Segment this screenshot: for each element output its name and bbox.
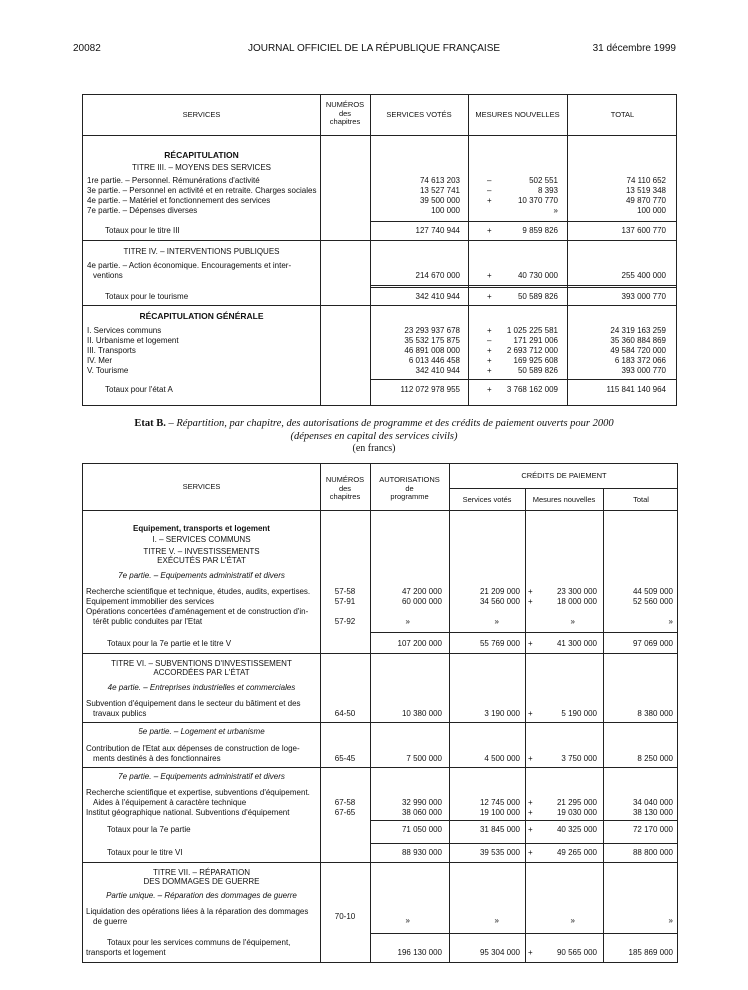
row-label-cont: térêt public conduites par l'Etat	[93, 617, 203, 626]
partie-unique: Partie unique. – Réparation des dommages de guerre	[106, 891, 297, 900]
row-label-cont: ventions	[93, 271, 123, 280]
cell-votes: 6 013 446 458	[408, 356, 460, 365]
cell-sign: +	[528, 709, 533, 718]
recap-gen-title: RÉCAPITULATION GÉNÉRALE	[139, 311, 264, 321]
cell-chapitre: 57-92	[334, 617, 356, 626]
total-label: Totaux pour le tourisme	[105, 292, 189, 301]
cell-sign: +	[528, 754, 533, 763]
cell-sign: –	[487, 186, 492, 195]
cell-sign: +	[528, 798, 533, 807]
col-numeros: NUMÉROS des chapitres	[325, 475, 365, 501]
cell-sign: –	[487, 336, 492, 345]
cell-sign: –	[487, 176, 492, 185]
cell-votes: »	[494, 916, 499, 925]
cell-votes: 19 100 000	[479, 808, 520, 817]
cell-sign: +	[487, 366, 492, 375]
cell-sign: +	[487, 326, 492, 335]
cell-total: 49 870 770	[625, 196, 666, 205]
cell-sign: +	[487, 385, 492, 394]
cell-autorisations: 7 500 000	[406, 754, 442, 763]
cell-sign: +	[487, 356, 492, 365]
cell-mesures: »	[553, 206, 558, 215]
cell-total: 35 360 884 869	[610, 336, 666, 345]
total-label: Totaux pour les services communs de l'équipement,	[107, 938, 291, 947]
cell-total: 72 170 000	[632, 825, 673, 834]
cell-autorisations: 10 380 000	[401, 709, 442, 718]
cell-votes: 13 527 741	[419, 186, 460, 195]
cell-mesures: 1 025 225 581	[506, 326, 558, 335]
cell-mesures: 3 768 162 009	[506, 385, 558, 394]
cell-sign: +	[487, 196, 492, 205]
cell-votes: 35 532 175 875	[404, 336, 460, 345]
cell-total: 185 869 000	[628, 948, 673, 957]
cell-sign: +	[528, 597, 533, 606]
cell-votes: 127 740 944	[415, 226, 460, 235]
cell-mesures: 21 295 000	[556, 798, 597, 807]
col-services: SERVICES	[182, 482, 221, 491]
cell-mesures: 2 693 712 000	[506, 346, 558, 355]
titre-7-cont: DES DOMMAGES DE GUERRE	[143, 877, 260, 886]
cell-autorisations: 32 990 000	[401, 798, 442, 807]
row-label: Subvention d'équipement dans le secteur du bâtiment et des	[86, 699, 301, 708]
cell-total: 74 110 652	[626, 176, 666, 185]
titre-5: TITRE V. – INVESTISSEMENTS	[143, 547, 260, 556]
cell-total: »	[668, 617, 673, 626]
cell-mesures: 90 565 000	[556, 948, 597, 957]
row-label: 4e partie. – Matériel et fonctionnement des services	[87, 196, 271, 205]
cell-mesures: 23 300 000	[556, 587, 597, 596]
partie-7: 7e partie. – Equipements administratif et divers	[118, 571, 285, 580]
cell-votes: 112 072 978 955	[400, 385, 460, 394]
cell-autorisations: 196 130 000	[397, 948, 442, 957]
cell-votes: 31 845 000	[479, 825, 520, 834]
cell-autorisations: 60 000 000	[401, 597, 442, 606]
cell-total: 52 560 000	[632, 597, 673, 606]
col-services-votes: SERVICES VOTÉS	[386, 110, 452, 119]
cell-total: 38 130 000	[632, 808, 673, 817]
cell-autorisations: »	[405, 916, 410, 925]
row-label: Contribution de l'Etat aux dépenses de construction de loge-	[86, 744, 300, 753]
journal-title: JOURNAL OFFICIEL DE LA RÉPUBLIQUE FRANÇAISE	[247, 43, 501, 54]
cell-mesures: 49 265 000	[556, 848, 597, 857]
etat-b-subcaption: (dépenses en capital des services civils)	[290, 431, 458, 442]
cell-total: 13 519 348	[625, 186, 666, 195]
row-label: Opérations concertées d'aménagement et de construction d'in-	[86, 607, 309, 616]
cell-sign: +	[528, 825, 533, 834]
cell-autorisations: 47 200 000	[401, 587, 442, 596]
row-label: 7e partie. – Dépenses diverses	[87, 206, 198, 215]
cell-mesures: 50 589 826	[517, 366, 558, 375]
cell-votes: 3 190 000	[484, 709, 520, 718]
cell-total: 137 600 770	[621, 226, 666, 235]
cell-sign: +	[487, 292, 492, 301]
cell-autorisations: 71 050 000	[401, 825, 442, 834]
section-subtitle: I. – SERVICES COMMUNS	[152, 535, 251, 544]
cell-chapitre: 57-91	[334, 597, 356, 606]
cell-total: 88 800 000	[632, 848, 673, 857]
cell-mesures: 5 190 000	[561, 709, 597, 718]
cell-sign: +	[528, 587, 533, 596]
cell-mesures: 19 030 000	[556, 808, 597, 817]
partie-4: 4e partie. – Entreprises industrielles et commerciales	[107, 683, 296, 692]
row-label: III. Transports	[87, 346, 136, 355]
cell-sign: +	[487, 346, 492, 355]
row-label: Liquidation des opérations liées à la réparation des dommages	[86, 907, 309, 916]
row-label: II. Urbanisme et logement	[87, 336, 179, 345]
cell-mesures: 8 393	[537, 186, 558, 195]
cell-votes: 100 000	[431, 206, 460, 215]
cell-total: 24 319 163 259	[610, 326, 666, 335]
cell-mesures: 502 551	[529, 176, 558, 185]
titre-7: TITRE VII. – RÉPARATION	[152, 868, 251, 877]
cell-votes: 342 410 944	[415, 292, 460, 301]
cell-chapitre: 67-65	[334, 808, 356, 817]
cell-total: 115 841 140 964	[606, 385, 666, 394]
cell-chapitre: 70-10	[334, 912, 356, 921]
titre-6-cont: ACCORDÉES PAR L'ÉTAT	[153, 668, 250, 677]
row-label: 1re partie. – Personnel. Rémunérations d'activité	[87, 176, 260, 185]
cell-votes: 39 535 000	[479, 848, 520, 857]
cell-sign: +	[528, 639, 533, 648]
cell-votes: 342 410 944	[415, 366, 460, 375]
page-number: 20082	[73, 43, 101, 54]
cell-votes: 214 670 000	[415, 271, 460, 280]
row-label-cont: ments destinés à des fonctionnaires	[93, 754, 221, 763]
section-title: Equipement, transports et logement	[133, 524, 270, 533]
titre-3: TITRE III. – MOYENS DES SERVICES	[132, 163, 271, 172]
cell-votes: 46 891 008 000	[404, 346, 460, 355]
cell-total: »	[668, 916, 673, 925]
col-credits: CRÉDITS DE PAIEMENT	[521, 471, 607, 480]
col-sub-mesures: Mesures nouvelles	[532, 495, 596, 504]
total-label: Totaux pour le titre III	[105, 226, 180, 235]
col-total: TOTAL	[610, 110, 635, 119]
cell-total: 97 069 000	[632, 639, 673, 648]
cell-total: 34 040 000	[632, 798, 673, 807]
titre-4: TITRE IV. – INTERVENTIONS PUBLIQUES	[123, 247, 280, 256]
cell-chapitre: 57-58	[334, 587, 356, 596]
col-numeros: NUMÉROS des chapitres	[325, 100, 365, 126]
col-sub-total: Total	[633, 495, 649, 504]
cell-mesures: 171 291 006	[513, 336, 558, 345]
cell-sign: +	[487, 271, 492, 280]
cell-votes: 39 500 000	[419, 196, 460, 205]
cell-mesures: 40 325 000	[556, 825, 597, 834]
cell-total: 8 250 000	[637, 754, 673, 763]
cell-total: 255 400 000	[621, 271, 666, 280]
col-mesures-nouvelles: MESURES NOUVELLES	[475, 110, 560, 119]
cell-autorisations: »	[405, 617, 410, 626]
partie-5: 5e partie. – Logement et urbanisme	[138, 727, 265, 736]
cell-sign: +	[528, 808, 533, 817]
cell-total: 393 000 770	[621, 366, 666, 375]
recap-title: RÉCAPITULATION	[164, 150, 239, 160]
cell-mesures: 40 730 000	[517, 271, 558, 280]
cell-sign: +	[528, 948, 533, 957]
cell-total: 49 584 720 000	[610, 346, 666, 355]
total-label: Totaux pour l'état A	[105, 385, 173, 394]
cell-votes: 12 745 000	[479, 798, 520, 807]
cell-sign: +	[528, 848, 533, 857]
cell-autorisations: 38 060 000	[401, 808, 442, 817]
titre-5-cont: EXÉCUTÉS PAR L'ÉTAT	[157, 556, 246, 565]
col-autorisations: AUTORISATIONS de programme	[379, 475, 440, 501]
cell-votes: 23 293 937 678	[404, 326, 460, 335]
partie-7b: 7e partie. – Equipements administratif et divers	[118, 772, 285, 781]
cell-total: 393 000 770	[621, 292, 666, 301]
table-etat-b	[82, 463, 678, 963]
row-label: V. Tourisme	[87, 366, 129, 375]
row-label: Recherche scientifique et expertise, subventions d'équipement.	[86, 788, 310, 797]
etat-b-caption: Etat B. – Répartition, par chapitre, des autorisations de programme et des crédits de paiement ouverts pour 2000	[134, 418, 614, 429]
cell-sign: +	[487, 226, 492, 235]
cell-mesures: »	[570, 916, 575, 925]
total-label: Totaux pour le titre VI	[107, 848, 183, 857]
cell-votes: 74 613 203	[419, 176, 460, 185]
cell-autorisations: 88 930 000	[401, 848, 442, 857]
cell-chapitre: 64-50	[334, 709, 356, 718]
cell-total: 44 509 000	[632, 587, 673, 596]
cell-mesures: 50 589 826	[517, 292, 558, 301]
row-label: Recherche scientifique et technique, études, audits, expertises.	[86, 587, 311, 596]
page-date: 31 décembre 1999	[592, 43, 676, 54]
total-label: Totaux pour la 7e partie	[107, 825, 191, 834]
row-label: I. Services communs	[87, 326, 162, 335]
table-etat-a	[82, 94, 677, 406]
cell-votes: 34 560 000	[479, 597, 520, 606]
cell-chapitre: 65-45	[334, 754, 356, 763]
row-label: 3e partie. – Personnel en activité et en retraite. Charges sociales	[87, 186, 317, 195]
row-label: Equipement immobilier des services	[86, 597, 215, 606]
cell-mesures: »	[570, 617, 575, 626]
cell-mesures: 9 859 826	[522, 226, 558, 235]
cell-votes: »	[494, 617, 499, 626]
row-label-cont: travaux publics	[93, 709, 147, 718]
cell-votes: 4 500 000	[484, 754, 520, 763]
cell-total: 100 000	[637, 206, 666, 215]
cell-autorisations: 107 200 000	[397, 639, 442, 648]
row-label-cont: Aides à l'équipement à caractère technique	[93, 798, 247, 807]
row-label: Institut géographique national. Subventions d'équipement	[86, 808, 290, 817]
cell-votes: 21 209 000	[479, 587, 520, 596]
total-label: Totaux pour la 7e partie et le titre V	[107, 639, 232, 648]
cell-mesures: 3 750 000	[561, 754, 597, 763]
total-label-cont: transports et logement	[86, 948, 166, 957]
cell-votes: 95 304 000	[479, 948, 520, 957]
col-services: SERVICES	[182, 110, 221, 119]
cell-mesures: 41 300 000	[556, 639, 597, 648]
cell-mesures: 10 370 770	[517, 196, 558, 205]
cell-mesures: 18 000 000	[556, 597, 597, 606]
row-label-cont: de guerre	[93, 917, 128, 926]
cell-votes: 55 769 000	[479, 639, 520, 648]
titre-6: TITRE VI. – SUBVENTIONS D'INVESTISSEMENT	[111, 659, 292, 668]
row-label: 4e partie. – Action économique. Encouragements et inter-	[87, 261, 292, 270]
cell-mesures: 169 925 608	[513, 356, 558, 365]
row-label: IV. Mer	[87, 356, 113, 365]
etat-b-unit: (en francs)	[352, 443, 396, 454]
col-sub-votes: Services votés	[462, 495, 512, 504]
cell-total: 8 380 000	[637, 709, 673, 718]
cell-chapitre: 67-58	[334, 798, 356, 807]
cell-total: 6 183 372 066	[614, 356, 666, 365]
